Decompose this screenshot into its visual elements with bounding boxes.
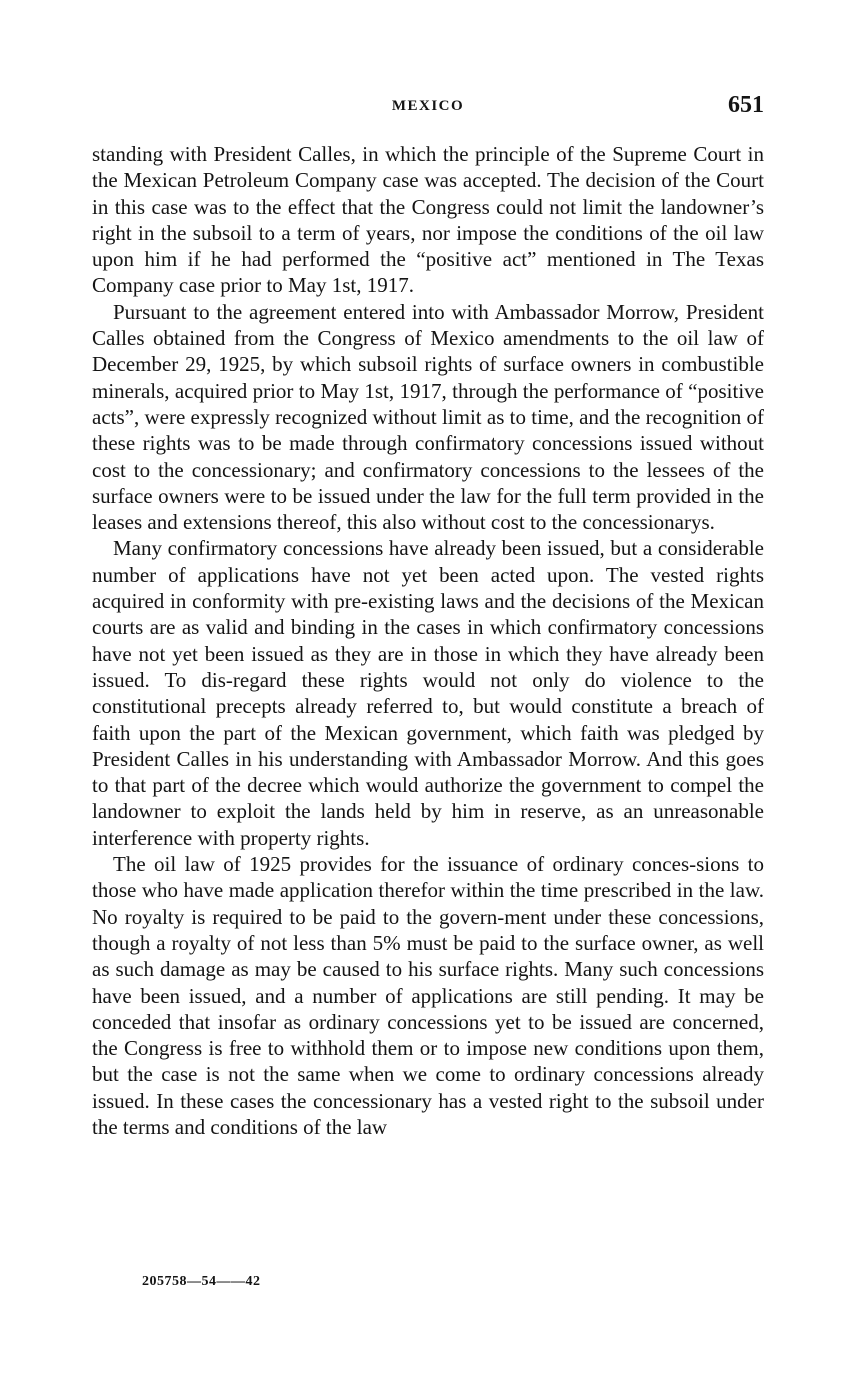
printer-signature-mark: 205758—54——42 [142,1274,261,1289]
paragraph-confirmatory-concessions: Many confirmatory concessions have already been issued, but a considerable number of applications have not yet been acted upon. The vested rights acquired in conformity with pre-existing laws and the decisions of the Mexican courts are as valid and binding in the cases in which confirmatory concessions have not yet been issued as they are in those in which they have already been issued. To dis-regard these rights would not only do violence to the constitutional precepts already referred to, but would constitute a breach of faith upon the part of the Mexican government, which faith was pledged by President Calles in his understanding with Ambassador Morrow. And this goes to that part of the decree which would authorize the government to compel the landowner to exploit the lands held by him in reserve, as an unreasonable interference with property rights. [92,536,764,850]
paragraph-morrow-agreement: Pursuant to the agreement entered into with Ambassador Morrow, President Calles obtained from the Congress of Mexico amendments to the oil law of December 29, 1925, by which subsoil rights of surface owners in combustible minerals, acquired prior to May 1st, 1917, through the performance of “positive acts”, were expressly recognized without limit as to time, and the recognition of these rights was to be made through confirmatory concessions issued without cost to the concessionary; and confirmatory concessions to the lessees of the surface owners were to be issued under the law for the full term provided in the leases and extensions thereof, this also without cost to the concessionarys. [92,299,764,535]
running-head [92,92,764,124]
body-text [92,141,764,1140]
paragraph-oil-law-1925: The oil law of 1925 provides for the issuance of ordinary conces-sions to those who have made application therefor within the time prescribed in the law. No royalty is required to be paid to the govern-ment under these concessions, though a royalty of not less than 5% must be paid to the surface owner, as well as such damage as may be caused to his surface rights. Many such concessions have been issued, and a number of applications are still pending. It may be conceded that insofar as ordinary concessions yet to be issued are concerned, the Congress is free to withhold them or to impose new conditions upon them, but the case is not the same when we come to ordinary concessions already issued. In these cases the concessionary has a vested right to the subsoil under the terms and conditions of the law [92,852,764,1139]
page-number: 651 [728,92,764,118]
running-title: MEXICO [391,98,465,114]
paragraph-continuation: standing with President Calles, in which the principle of the Supreme Court in the Mexican Petroleum Company case was accepted. The decision of the Court in this case was to the effect that the Congress could not limit the landowner’s right in the subsoil to a term of years, nor impose the conditions of the oil law upon him if he had performed the “positive act” mentioned in The Texas Company case prior to May 1st, 1917. [92,142,764,298]
